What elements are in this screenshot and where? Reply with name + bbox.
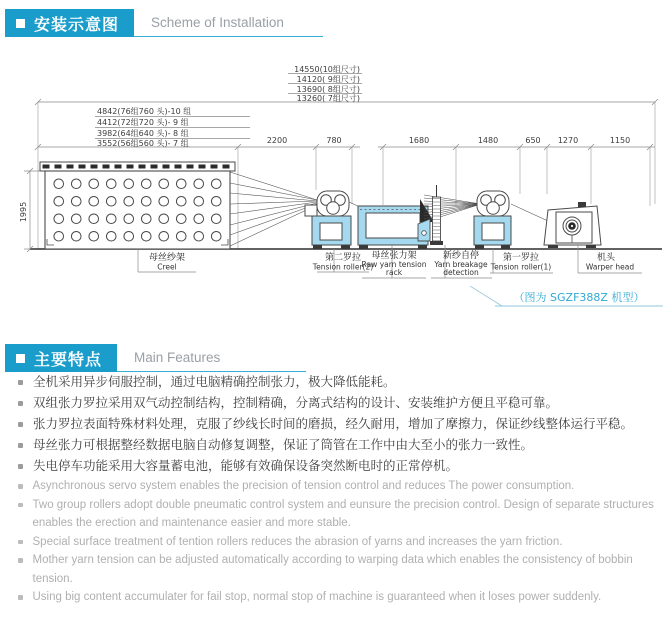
square-bullet-icon xyxy=(16,354,25,363)
yarn-breakage-detection-device xyxy=(418,185,481,245)
dim-creel-10: 4842(76组760 头)-10 组 xyxy=(97,107,192,116)
feature-en-item: Two group rollers adopt double pneumatic control system and eunsure the precision control. Design of separate structures enables the erection and maintenance easier and more stable. xyxy=(18,496,658,533)
feature-en-item: Mother yarn tension can be adjusted automatically according to warping data which enables the consistency of bobbin tension. xyxy=(18,551,658,588)
dim-overall-9: 14120( 9组尺寸) xyxy=(296,75,360,84)
rack-label-en1: Raw yarn tension xyxy=(361,260,427,269)
bullet-icon xyxy=(18,380,23,385)
dim-650: 650 xyxy=(525,136,541,145)
feature-en-item: Asynchronous servo system enables the precision of tension control and reduces The power consumption. xyxy=(18,477,658,496)
tension-roller-1-machine xyxy=(474,191,511,249)
dim-overall-10: 14550(10组尺寸) xyxy=(294,65,360,74)
bullet-icon xyxy=(18,464,23,469)
bullet-icon xyxy=(18,484,23,489)
tension-roller-2-label-cn: 第二罗拉 xyxy=(324,253,362,263)
bullet-icon xyxy=(18,422,23,427)
breakage-label-en1: Yarn breakage xyxy=(434,260,488,269)
dim-780: 780 xyxy=(326,136,342,145)
dim-1150: 1150 xyxy=(609,136,631,145)
features-title-underline xyxy=(117,344,306,372)
dim-1270: 1270 xyxy=(557,136,579,145)
installation-header xyxy=(5,0,672,37)
bullet-icon xyxy=(18,401,23,406)
creel xyxy=(40,162,235,249)
dim-1480: 1480 xyxy=(477,136,499,145)
raw-yarn-tension-rack-machine xyxy=(358,206,428,249)
bullet-icon xyxy=(18,503,23,508)
tension-roller-1-label-cn: 第一罗拉 xyxy=(502,253,540,263)
breakage-label-cn: 新纱自停 xyxy=(442,251,480,261)
dim-creel-7: 3552(56组560 头)- 7 组 xyxy=(97,139,189,148)
bullet-icon xyxy=(18,558,23,563)
features-list-cn xyxy=(0,372,672,477)
bullet-icon xyxy=(18,443,23,448)
features-list-en xyxy=(0,477,672,607)
features-title-cn: 主要特点 xyxy=(34,351,103,369)
dim-overall-8: 13690( 8组尺寸) xyxy=(296,85,360,94)
creel-label-cn: 母丝纱架 xyxy=(148,253,186,263)
breakage-label-en2: detection xyxy=(443,268,479,277)
feature-cn-item: 张力罗拉表面特殊材料处理，克服了纱线长时间的磨损，经久耐用，增加了摩擦力，保证纱线整体运行平稳。 xyxy=(18,414,658,435)
caption-leader xyxy=(470,286,502,306)
rack-label-en2: rack xyxy=(385,268,403,277)
square-bullet-icon xyxy=(16,19,25,28)
tension-roller-2-machine xyxy=(305,191,351,249)
bullet-icon xyxy=(18,540,23,545)
features-header xyxy=(5,344,672,372)
feature-cn-item: 失电停车功能采用大容量蓄电池，能够有效确保设备突然断电时的正常停机。 xyxy=(18,456,658,477)
feature-cn-item: 全机采用异步伺服控制，通过电脑精确控制张力，极大降低能耗。 xyxy=(18,372,658,393)
installation-title-en: Scheme of Installation xyxy=(151,15,284,30)
dim-1680: 1680 xyxy=(408,136,430,145)
dim-overall-7: 13260( 7组尺寸) xyxy=(296,94,360,103)
installation-title-underline xyxy=(134,9,323,37)
model-caption: （图为 SGZF388Z 机型） xyxy=(513,291,645,304)
dim-creel-9: 4412(72组720 头)- 9 组 xyxy=(97,118,189,127)
rack-label-cn: 母丝张力架 xyxy=(371,251,417,261)
features-title-box xyxy=(5,344,117,372)
feature-cn-item: 双组张力罗拉采用双气动控制结构，控制精确，分离式结构的设计、安装维护方便且平稳可靠。 xyxy=(18,393,658,414)
dim-1995: 1995 xyxy=(19,201,28,223)
warper-head-machine xyxy=(544,202,601,248)
installation-diagram xyxy=(0,54,672,316)
feature-cn-item: 母丝张力可根据整经数据电脑自动修复调整，保证了筒管在工作中由大至小的张力一致性。 xyxy=(18,435,658,456)
warper-head-label-cn: 机头 xyxy=(596,253,616,263)
tension-roller-1-label-en: Tension roller(1) xyxy=(490,262,552,272)
bullet-icon xyxy=(18,595,23,600)
installation-title-box xyxy=(5,9,134,37)
installation-title-cn: 安装示意图 xyxy=(34,16,120,34)
features-title-en: Main Features xyxy=(134,350,221,365)
feature-en-item: Using big content accumulater for fail stop, normal stop of machine is guaranteed when it loses power suddenly. xyxy=(18,588,658,607)
dim-creel-8: 3982(64组640 头)- 8 组 xyxy=(97,129,189,138)
tension-roller-2-label-en: Tension roller(2) xyxy=(312,262,374,272)
creel-label-en: Creel xyxy=(157,262,177,272)
warper-head-label-en: Warper head xyxy=(585,262,635,272)
feature-en-item: Special surface treatment of tention rollers reduces the abrasion of yarns and increases the yarn friction. xyxy=(18,533,658,552)
dim-2200: 2200 xyxy=(266,136,288,145)
